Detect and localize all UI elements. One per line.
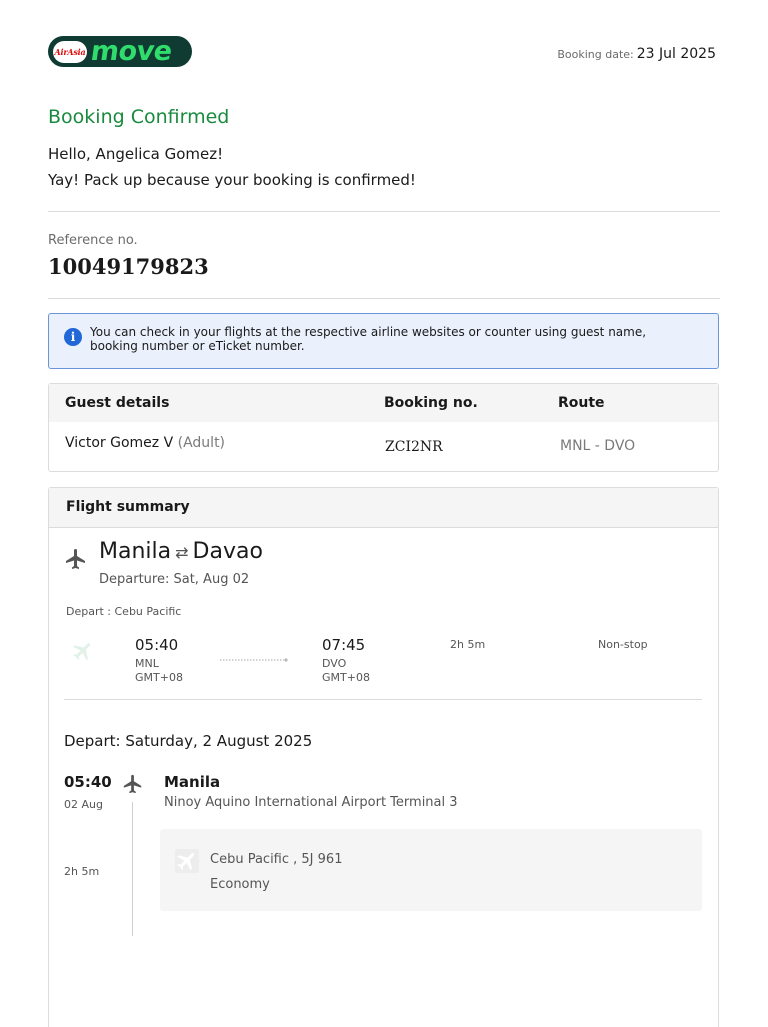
booking-number: ZCI2NR bbox=[385, 439, 443, 455]
timeline-line bbox=[132, 802, 133, 936]
header-route: Route bbox=[558, 395, 605, 411]
from-city: Manila bbox=[99, 539, 172, 564]
airline-logo-icon bbox=[175, 849, 199, 873]
to-city: Davao bbox=[192, 539, 263, 564]
guest-name: Victor Gomez V bbox=[65, 435, 174, 451]
timeline-duration: 2h 5m bbox=[64, 865, 100, 878]
departure-subtitle: Departure: Sat, Aug 02 bbox=[99, 572, 250, 587]
departure-heading: Depart: Saturday, 2 August 2025 bbox=[64, 732, 313, 750]
carrier-flight: Cebu Pacific , 5J 961 bbox=[210, 852, 343, 867]
booking-date bbox=[557, 46, 716, 62]
guest-type: (Adult) bbox=[177, 435, 226, 451]
swap-arrows-icon: ⇄ bbox=[175, 543, 189, 562]
plane-icon bbox=[64, 547, 88, 571]
dep-time: 05:40 bbox=[135, 636, 179, 654]
guest-name-cell bbox=[65, 435, 225, 451]
route-title bbox=[99, 539, 263, 564]
header-booking-no: Booking no. bbox=[384, 395, 478, 411]
info-notice bbox=[48, 313, 719, 369]
info-icon: i bbox=[64, 328, 82, 346]
arr-tz: GMT+08 bbox=[322, 671, 370, 684]
divider bbox=[48, 211, 720, 212]
operator-label: Depart : Cebu Pacific bbox=[66, 605, 182, 618]
segment-stops: Non-stop bbox=[598, 638, 648, 651]
dotted-connector bbox=[218, 657, 290, 663]
route-cell: MNL - DVO bbox=[560, 438, 636, 454]
divider bbox=[48, 298, 720, 299]
airline-logo-icon bbox=[71, 639, 95, 663]
brand-logo bbox=[48, 36, 192, 67]
dep-tz: GMT+08 bbox=[135, 671, 183, 684]
reference-label: Reference no. bbox=[48, 233, 138, 248]
flight-summary-card bbox=[48, 487, 719, 1027]
info-notice-text: You can check in your flights at the respective airline websites or counter using guest name, booking number or eTicket number. bbox=[90, 325, 647, 353]
arr-code: DVO bbox=[322, 657, 347, 670]
page-title: Booking Confirmed bbox=[48, 106, 230, 128]
flight-summary-title: Flight summary bbox=[66, 499, 190, 515]
carrier-box bbox=[160, 829, 702, 911]
header-guest-details: Guest details bbox=[65, 395, 170, 411]
guest-table bbox=[48, 383, 719, 472]
timeline-date: 02 Aug bbox=[64, 798, 103, 811]
flight-summary-header bbox=[49, 488, 718, 528]
airasia-badge bbox=[53, 41, 87, 63]
divider bbox=[64, 699, 702, 700]
segment-duration: 2h 5m bbox=[450, 638, 486, 651]
dep-code: MNL bbox=[135, 657, 159, 670]
plane-icon bbox=[122, 773, 144, 795]
timeline-city: Manila bbox=[164, 773, 221, 791]
cabin-class: Economy bbox=[210, 877, 270, 892]
booking-date-value: 23 Jul 2025 bbox=[636, 46, 716, 62]
logo-badge-text: AirAsia bbox=[54, 46, 86, 57]
timeline-time: 05:40 bbox=[64, 773, 112, 791]
booking-date-label: Booking date: bbox=[557, 48, 634, 61]
arr-time: 07:45 bbox=[322, 636, 366, 654]
confirmation-message: Yay! Pack up because your booking is confirmed! bbox=[48, 171, 416, 189]
reference-number: 10049179823 bbox=[48, 254, 209, 279]
logo-word: move bbox=[88, 36, 174, 67]
timeline-airport: Ninoy Aquino International Airport Terminal 3 bbox=[164, 795, 458, 810]
greeting: Hello, Angelica Gomez! bbox=[48, 145, 224, 163]
